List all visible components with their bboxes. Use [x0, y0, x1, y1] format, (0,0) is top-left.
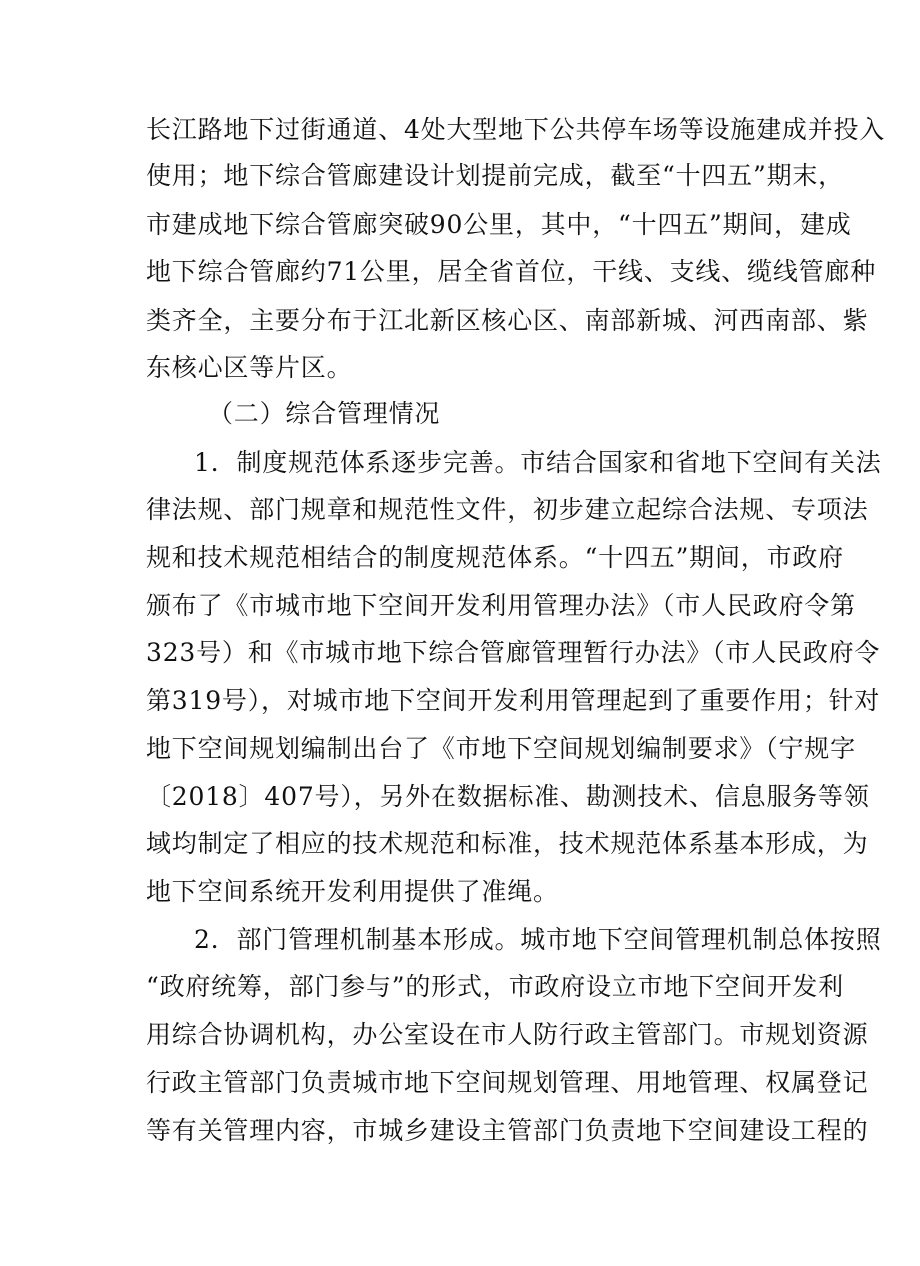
- text-line: 地下空间系统开发利用提供了准绳。: [146, 877, 559, 906]
- text-line: 律法规、部门规章和规范性文件，初步建立起综合法规、专项法: [146, 495, 869, 524]
- text-line: 行政主管部门负责城市地下空间规划管理、用地管理、权属登记: [146, 1068, 869, 1097]
- text-line: 颁布了《市城市地下空间开发利用管理办法》（市人民政府令第: [146, 591, 856, 620]
- section-heading: （二）综合管理情况: [208, 399, 441, 428]
- text-line: 地下空间规划编制出台了《市地下空间规划编制要求》（宁规字: [146, 734, 856, 763]
- text-line: 第319号），对城市地下空间开发利用管理起到了重要作用；针对: [146, 686, 881, 715]
- text-line: 323号）和《市城市地下综合管廊管理暂行办法》（市人民政府令: [146, 638, 881, 667]
- text-line: 规和技术规范相结合的制度规范体系。“十四五”期间，市政府: [146, 543, 844, 572]
- paragraph-first-line: 2．部门管理机制基本形成。城市地下空间管理机制总体按照: [194, 925, 882, 954]
- text-line: 使用；地下综合管廊建设计划提前完成，截至“十四五”期末，: [146, 161, 844, 190]
- text-line: 地下综合管廊约71公里，居全省首位，干线、支线、缆线管廊种: [146, 257, 877, 286]
- text-line: 类齐全，主要分布于江北新区核心区、南部新城、河西南部、紫: [146, 306, 869, 335]
- text-line: 用综合协调机构，办公室设在市人防行政主管部门。市规划资源: [146, 1020, 869, 1049]
- text-line: 等有关管理内容，市城乡建设主管部门负责地下空间建设工程的: [146, 1116, 869, 1145]
- text-line: 〔2018〕407号），另外在数据标准、勘测技术、信息服务等领: [146, 782, 870, 811]
- text-line: 域均制定了相应的技术规范和标准，技术规范体系基本形成，为: [146, 829, 869, 858]
- paragraph-first-line: 1．制度规范体系逐步完善。市结合国家和省地下空间有关法: [194, 448, 882, 477]
- text-line: 市建成地下综合管廊突破90公里，其中，“十四五”期间，建成: [146, 210, 852, 239]
- text-line: “政府统筹，部门参与”的形式，市政府设立市地下空间开发利: [146, 972, 844, 1001]
- text-line: 长江路地下过街通道、4处大型地下公共停车场等设施建成并投入: [146, 115, 886, 144]
- text-line: 东核心区等片区。: [146, 353, 353, 382]
